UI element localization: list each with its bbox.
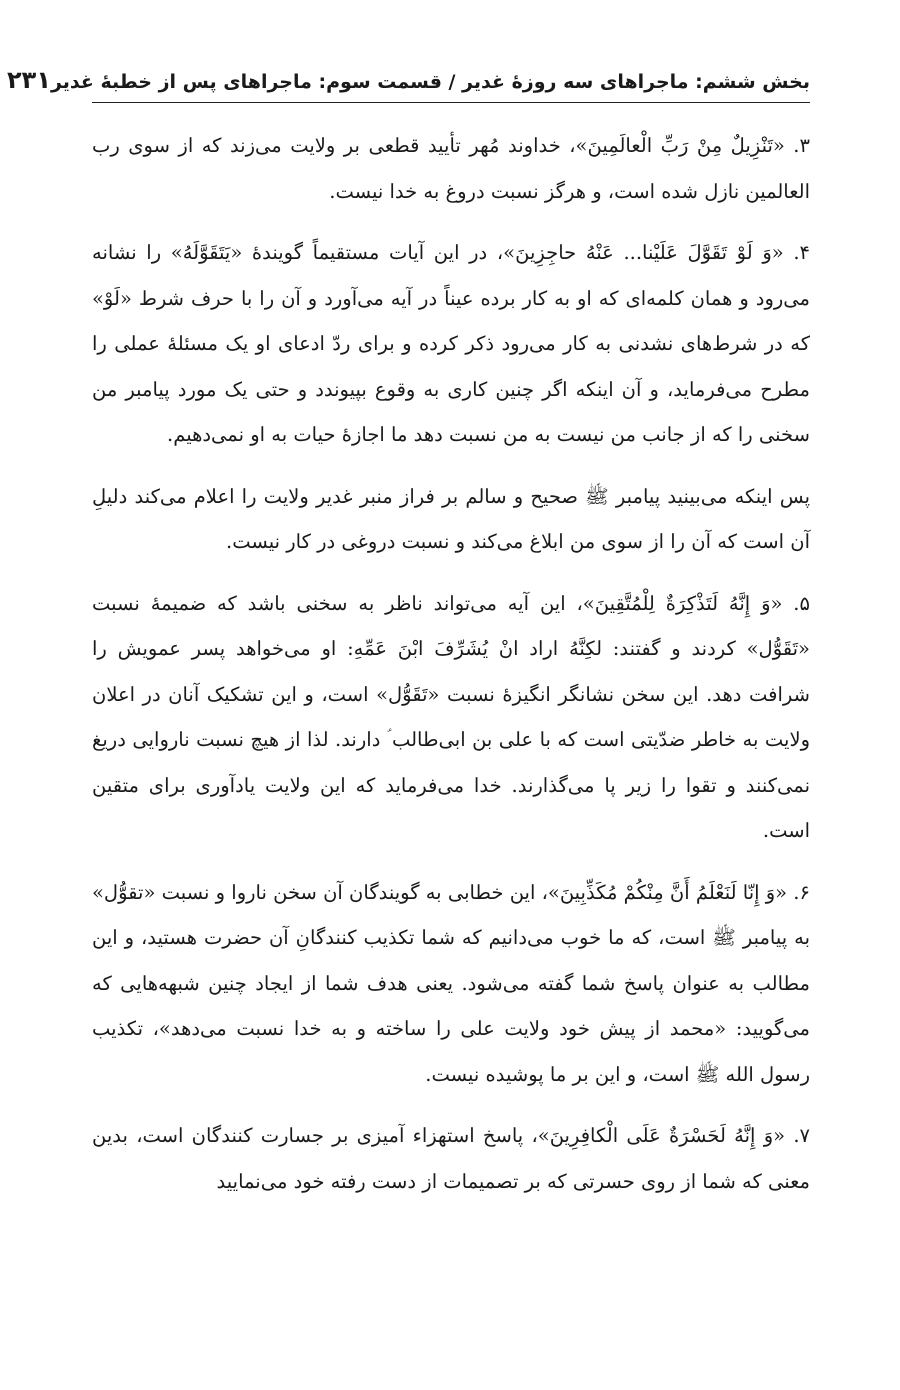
paragraph-verse-7: ۷. «وَ إِنَّهُ لَحَسْرَةٌ عَلَى الْكافِرِينَ»، پاسخ استهزاء آمیزی بر جسارت کنندگان است، بدین معنی که شما از روی حسرتی که بر تصمیمات از دست رفته خود می‌نمایید (92, 1124, 810, 1193)
paragraph-verse-3: ۳. «تَنْزِيلٌ مِنْ رَبِّ الْعالَمِينَ»، خداوند مُهر تأیید قطعی بر ولایت می‌زند که از سوی رب العالمین نازل شده است، و هرگز نسبت دروغ به خدا نیست. (92, 134, 810, 203)
page-body (92, 123, 810, 1204)
running-header (7, 66, 810, 103)
paragraph-explanation: پس اینکه می‌بینید پیامبر ﷺ صحیح و سالم بر فراز منبر غدیر ولایت را اعلام می‌کند دلیلِ آن است که آن را از سوی من ابلاغ می‌کند و نسبت دروغی در کار نیست. (92, 484, 810, 553)
page-number: ۲۳۱ (7, 66, 51, 94)
running-title: بخش ششم: ماجراهای سه روزهٔ غدیر / قسمت سوم: ماجراهای پس از خطبهٔ غدیر (50, 71, 810, 93)
paragraph-verse-6: ۶. «وَ إِنّا لَنَعْلَمُ أَنَّ مِنْكُمْ مُكَذِّبِينَ»، این خطابی به گویندگان آن سخن ناروا و نسبت «تقوُّل» به پیامبر ﷺ است، که ما خوب می‌دانیم که شما تکذیب کنندگانِ آن حضرت هستید، و این مطالب به عنوان پاسخ شما گفته می‌شود. یعنی هدف شما از ایجاد چنین شبهه‌هایی که می‌گویید: «محمد از پیش خود ولایت علی را ساخته و به خدا نسبت می‌دهد»، تکذیب رسول الله ﷺ است، و این بر ما پوشیده نیست. (92, 880, 810, 1086)
book-page (7, 66, 811, 1220)
paragraph-verse-5: ۵. «وَ إِنَّهُ لَتَذْكِرَةٌ لِلْمُتَّقِينَ»، این آیه می‌تواند ناظر به سخنی باشد که ضمیمهٔ نسبت «تَقَوُّل» کردند و گفتند: لكِنَّهُ اراد انْ يُشَرِّفَ ابْنَ عَمِّهِ: او می‌خواهد پسر عمویش را شرافت دهد. این سخن نشانگر انگیزهٔ نسبت «تَقَوُّل» است، و این تشکیک آنان در اعلان ولایت به خاطر ضدّیتی است که با علی بن ابی‌طالب ؑ دارند. لذا از هیچ نسبت ناروایی دریغ نمی‌کنند و تقوا را زیر پا می‌گذارند. خدا می‌فرماید که این ولایت یادآوری برای متقین است. (92, 591, 811, 842)
paragraph-verse-4: ۴. «وَ لَوْ تَقَوَّلَ عَلَيْنا... عَنْهُ حاجِزِينَ»، در این آیات مستقیماً گویندهٔ «يَتَقَوَّلَهُ» را نشانه می‌رود و همان کلمه‌ای که او به کار برده عیناً در آیه می‌آورد و آن را با حرف شرط «لَوْ» که در شرط‌های نشدنی به کار می‌رود ذکر کرده و برای ردّ ادعای او یک مسئلهٔ عملی را مطرح می‌فرماید، و آن اینکه اگر چنین کاری به وقوع بپیوندد و حتی یک مورد پیامبر من سخنی را که از جانب من نیست به من نسبت دهد ما اجازهٔ حیات به او نمی‌دهیم. (92, 241, 810, 446)
